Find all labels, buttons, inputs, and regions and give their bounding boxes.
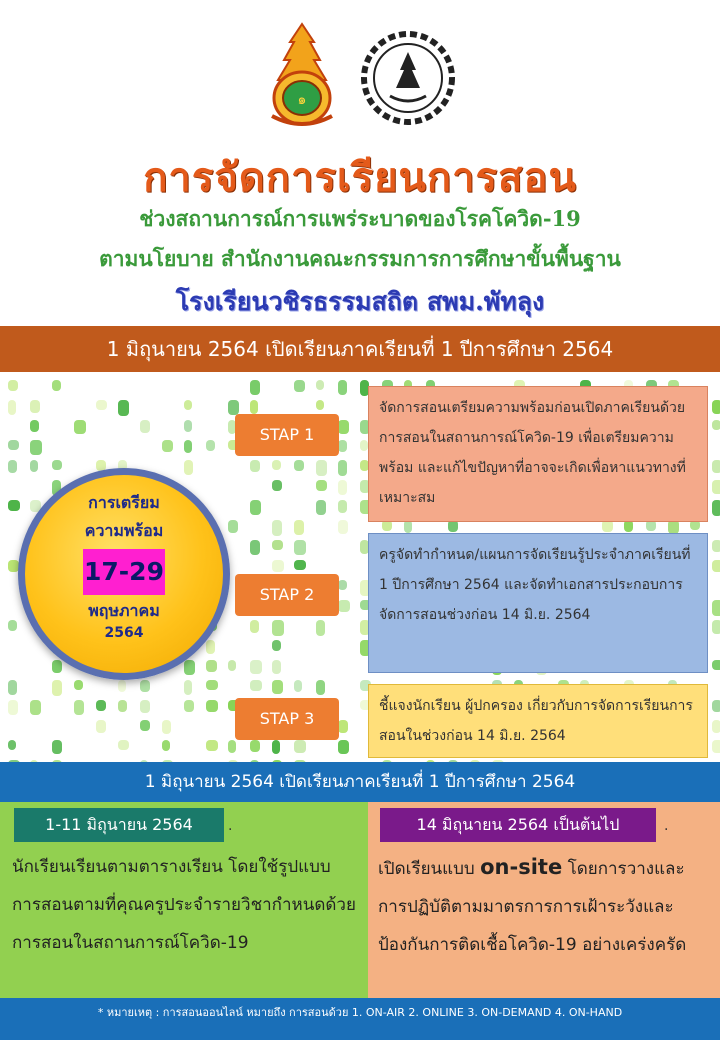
decor-dot xyxy=(294,520,304,535)
decor-dot xyxy=(140,420,150,433)
left-dot-mark: . xyxy=(228,818,233,834)
decor-dot xyxy=(316,380,324,390)
decor-dot xyxy=(316,460,327,476)
decor-dot xyxy=(206,680,218,690)
footnote: * หมายเหตุ : การสอนออนไลน์ หมายถึง การสอนด้วย 1. ON-AIR 2. ONLINE 3. ON-DEMAND 4. ON-HAND xyxy=(0,998,720,1040)
decor-dot xyxy=(52,660,62,673)
right-text-before: เปิดเรียนแบบ xyxy=(378,859,481,879)
onsite-highlight: on-site xyxy=(480,855,563,879)
decor-dot xyxy=(294,540,306,555)
prep-month: พฤษภาคม xyxy=(88,601,160,620)
decor-dot xyxy=(8,680,17,695)
decor-dot xyxy=(294,680,302,692)
prep-line-2: ความพร้อม xyxy=(84,521,164,540)
school-name: โรงเรียนวชิรธรรมสถิต สพม.พัทลุง xyxy=(175,287,545,316)
decor-dot xyxy=(316,480,327,491)
decor-dot xyxy=(250,740,260,752)
decor-dot xyxy=(338,580,347,590)
decor-dot xyxy=(338,520,348,534)
subtitle-policy: ตามนโยบาย สำนักงานคณะกรรมการการศึกษาขั้นพื้นฐาน xyxy=(99,246,621,271)
left-panel-text: นักเรียนเรียนตามตารางเรียน โดยใช้รูปแบบการสอนตามที่คุณครูประจำรายวิชากำหนดด้วยการสอนในสถานการณ์โควิด-19 xyxy=(12,857,356,953)
decor-dot xyxy=(96,720,106,733)
decor-dot xyxy=(140,720,150,731)
decor-dot xyxy=(184,440,192,453)
decor-dot xyxy=(250,620,259,633)
decor-dot xyxy=(162,720,171,734)
decor-dot xyxy=(712,560,720,572)
decor-dot xyxy=(712,700,720,712)
decor-dot xyxy=(272,480,282,491)
decor-dot xyxy=(272,520,282,536)
decor-dot xyxy=(250,500,261,515)
right-panel-date-tag: 14 มิถุนายน 2564 เป็นต้นไป xyxy=(380,808,656,842)
decor-dot xyxy=(294,380,305,392)
decor-dot xyxy=(338,420,349,434)
school-seal-icon xyxy=(360,30,456,126)
decor-dot xyxy=(712,660,720,670)
decor-dot xyxy=(712,620,720,634)
decor-dot xyxy=(118,700,127,712)
decor-dot xyxy=(338,440,347,452)
step-3-description: ชี้แจงนักเรียน ผู้ปกครอง เกี่ยวกับการจัดการเรียนการสอนในช่วงก่อน 14 มิ.ย. 2564 xyxy=(368,684,708,758)
decor-dot xyxy=(162,440,173,452)
step-1-description: จัดการสอนเตรียมความพร้อมก่อนเปิดภาคเรียนด้วยการสอนในสถานการณ์โควิด-19 เพื่อเตรียมความพร้อม และแก้ไขปัญหาที่อาจจะเกิดเพื่อหาแนวทางที่เหมาะสม xyxy=(368,386,708,522)
decor-dot xyxy=(206,700,218,712)
decor-dot xyxy=(8,380,18,391)
decor-dot xyxy=(206,660,217,672)
decor-dot xyxy=(250,460,260,472)
semester-open-banner-mid: 1 มิถุนายน 2564 เปิดเรียนภาคเรียนที่ 1 ปีการศึกษา 2564 xyxy=(0,762,720,802)
step-1-button: STAP 1 xyxy=(235,414,339,456)
decor-dot xyxy=(30,400,40,413)
page-title: การจัดการเรียนการสอน xyxy=(143,154,577,201)
decor-dot xyxy=(272,660,281,674)
decor-dot xyxy=(140,700,150,713)
decor-dot xyxy=(228,400,239,415)
subtitle-covid: ช่วงสถานการณ์การแพร่ระบาดของโรคโควิด-19 xyxy=(139,206,581,231)
decor-dot xyxy=(52,380,61,391)
decor-dot xyxy=(294,560,306,570)
decor-dot xyxy=(30,460,38,472)
decor-dot xyxy=(294,740,306,753)
decor-dot xyxy=(118,680,126,692)
decor-dot xyxy=(74,420,86,434)
decor-dot xyxy=(272,640,281,651)
decor-dot xyxy=(30,440,42,455)
decor-dot xyxy=(206,740,218,751)
decor-dot xyxy=(228,520,238,533)
decor-dot xyxy=(74,700,84,715)
decor-dot xyxy=(338,460,347,476)
decor-dot xyxy=(272,740,280,754)
right-dot-mark: . xyxy=(664,818,669,834)
decor-dot xyxy=(30,700,41,715)
decor-dot xyxy=(250,380,260,395)
decor-dot xyxy=(184,420,192,432)
svg-text:๑: ๑ xyxy=(297,92,307,108)
decor-dot xyxy=(316,500,326,515)
decor-dot xyxy=(96,700,106,711)
decor-dot xyxy=(712,720,720,733)
decor-dot xyxy=(272,460,281,470)
decor-dot xyxy=(272,540,283,550)
decor-dot xyxy=(668,520,679,534)
decor-dot xyxy=(228,740,236,753)
decor-dot xyxy=(712,400,720,414)
right-panel-text xyxy=(378,848,708,964)
decor-dot xyxy=(8,620,17,631)
decor-dot xyxy=(184,660,195,675)
decor-dot xyxy=(52,680,62,696)
decor-dot xyxy=(184,700,194,712)
decor-dot xyxy=(712,540,720,552)
decor-dot xyxy=(184,400,192,410)
prep-date: 17-29 xyxy=(83,549,165,595)
prep-line-1: การเตรียม xyxy=(88,493,160,512)
semester-open-banner-top: 1 มิถุนายน 2564 เปิดเรียนภาคเรียนที่ 1 ปีการศึกษา 2564 xyxy=(0,326,720,372)
decor-dot xyxy=(118,740,129,750)
decor-dot xyxy=(338,500,347,513)
decor-dot xyxy=(338,380,347,395)
decor-dot xyxy=(250,660,262,674)
decor-dot xyxy=(8,400,16,415)
preparation-circle xyxy=(18,468,230,680)
decor-dot xyxy=(294,460,304,471)
decor-dot xyxy=(8,500,20,511)
decor-dot xyxy=(52,460,62,470)
decor-dot xyxy=(140,680,150,692)
decor-dot xyxy=(272,560,284,572)
decor-dot xyxy=(712,480,720,494)
decor-dot xyxy=(272,620,284,636)
decor-dot xyxy=(712,740,720,753)
decor-dot xyxy=(360,440,368,451)
decor-dot xyxy=(712,600,720,616)
decor-dot xyxy=(316,400,324,410)
decor-dot xyxy=(712,460,720,473)
decor-dot xyxy=(8,440,19,450)
decor-dot xyxy=(52,740,62,754)
decor-dot xyxy=(184,680,192,695)
decor-dot xyxy=(338,600,350,612)
decor-dot xyxy=(338,480,347,495)
decor-dot xyxy=(30,420,39,432)
decor-dot xyxy=(316,620,325,636)
decor-dot xyxy=(206,640,215,654)
decor-dot xyxy=(316,680,325,695)
decor-dot xyxy=(338,740,349,754)
decor-dot xyxy=(184,460,193,475)
decor-dot xyxy=(162,740,170,751)
obec-emblem-icon xyxy=(262,20,342,130)
left-panel-date-tag: 1-11 มิถุนายน 2564 xyxy=(14,808,224,842)
decor-dot xyxy=(250,400,258,414)
prep-year: 2564 xyxy=(104,625,144,641)
decor-dot xyxy=(712,420,720,430)
right-text-after: โดยการวางและการปฏิบัติตามมาตรการการเฝ้าระวังและป้องกันการติดเชื้อโควิด-19 อย่างเคร่งครัด xyxy=(378,859,687,955)
decor-dot xyxy=(8,740,16,750)
step-2-description: ครูจัดทำกำหนด/แผนการจัดเรียนรู้ประจำภาคเรียนที่ 1 ปีการศึกษา 2564 และจัดทำเอกสารประกอบการจัดการสอนช่วงก่อน 14 มิ.ย. 2564 xyxy=(368,533,708,673)
decor-dot xyxy=(118,400,129,416)
decor-dot xyxy=(250,540,260,555)
step-3-button: STAP 3 xyxy=(235,698,339,740)
decor-dot xyxy=(228,660,236,671)
decor-dot xyxy=(206,440,215,451)
decor-dot xyxy=(8,460,17,473)
decor-dot xyxy=(338,720,348,733)
decor-dot xyxy=(712,500,720,516)
decor-dot xyxy=(8,700,18,715)
decor-dot xyxy=(74,680,83,690)
decor-dot xyxy=(272,680,283,694)
decor-dot xyxy=(96,400,107,410)
step-2-button: STAP 2 xyxy=(235,574,339,616)
decor-dot xyxy=(250,680,262,691)
